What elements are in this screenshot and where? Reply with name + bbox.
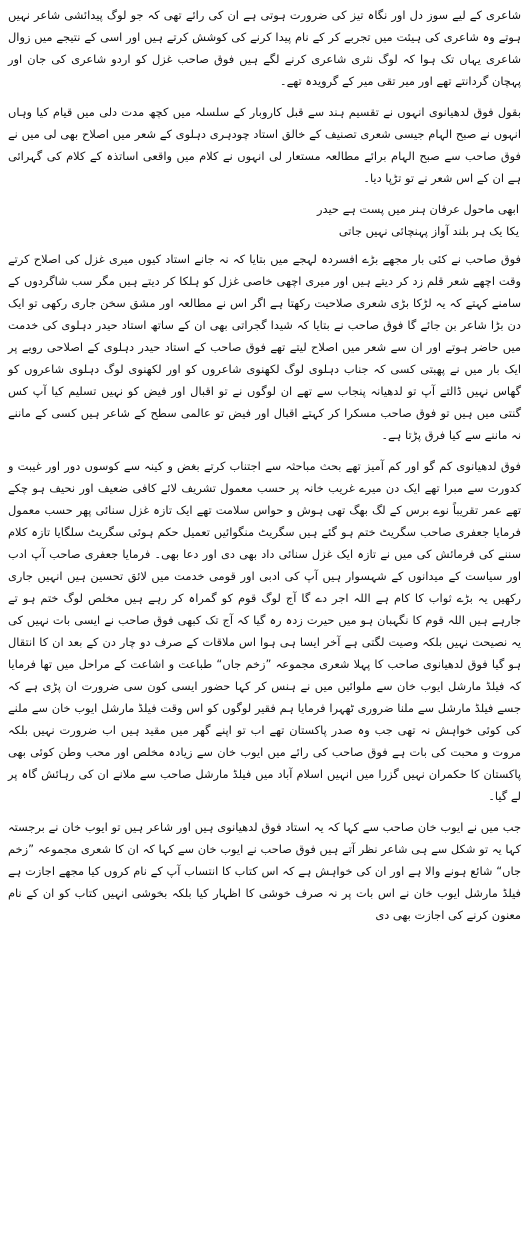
verse-line-2: یکا یک ہر بلند آواز پہنچائی نہیں جاتی: [338, 224, 519, 238]
paragraph-5: جب میں نے ایوب خان صاحب سے کہا کہ یہ استاد فوق لدھیانوی ہیں اور شاعر ہیں تو ایوب خان نے برجستہ کہا یہ تو شکل سے ہی شاعر نظر آتے ہیں فوق صاحب نے ایوب خان سے کہا کہ ان کا شعری مجموعہ ”زخم جاں“ شائع ہونے والا ہے اور ان کی خواہش ہے کہ اس کتاب کا انتساب آپ کے نام کروں کیا مجھے اجازت ہے فیلڈ مارشل ایوب خان نے اس بات پر نہ صرف خوشی کا اظہار کیا بلکہ بخوشی انہیں کتاب کو ان کے نام معنون کرنے کی اجازت بھی دی: [8, 820, 521, 922]
paragraph-1: شاعری کے لیے سوز دل اور نگاہ تیز کی ضرورت ہوتی ہے ان کی رائے تھی کہ جو لوگ پیدائشی شاعر نہیں ہوتے وہ شاعری کی ہیئت میں تجربے کر کے نام پیدا کرنے کی کوشش کرتے ہیں اور اسی کے نتیجے میں زوال شاعری یہاں تک ہوا کہ لوگ نثری شاعری کرنے لگے ہیں فوق صاحب غزل کو اردو شاعری کی جان اور پہچان گردانتے تھے اور میر تقی میر کے گرویدہ تھے۔: [8, 8, 521, 88]
verse-line-1: ابھی ماحول عرفان ہنر میں پست ہے حیدر: [317, 202, 519, 216]
paragraph-2: بقول فوق لدھیانوی انہوں نے تقسیم ہند سے قبل کاروبار کے سلسلہ میں کچھ مدت دلی میں قیام کیا وہاں انہوں نے صبح الہام جیسی شعری تصنیف کے خالق استاد چودہری دہلوی کے شعر میں اصلاح بھی لی میں نے فوق صاحب سے صبح الہام برائے مطالعہ مستعار لی انہوں نے کلام میں واقعی اساتذہ کے کلام کی گہرائی ہے ان کے اس شعر نے تو تڑپا دیا۔: [8, 105, 521, 185]
paragraph-4: فوق لدھیانوی کم گو اور کم آمیز تھے بحث مباحثہ سے اجتناب کرتے بغض و کینہ سے کوسوں دور اور غیبت و کدورت سے مبرا تھے ایک دن میرے غریب خانہ پر حسب معمول تشریف لائے کافی ضعیف اور نحیف ہو چکے تھے عمر تقریباً نوے برس کے لگ بھگ تھی ہوش و حواس سلامت تھے ایک تازہ غزل سنائی پھر حسب معمول فرمایا جعفری صاحب سگریٹ ختم ہو گئے ہیں سگریٹ منگوائیں تعمیل حکم ہوئی سگریٹ سلگایا تازہ کلام سننے کی فرمائش کی میں نے تازہ ایک غزل سنائی داد بھی دی اور دعا بھی۔ فرمایا جعفری صاحب آپ ادب اور سیاست کے میدانوں کے شہسوار ہیں آپ کی ادبی اور قومی خدمت میں لائق تحسین ہیں انہیں جاری رکھیں یہ بڑے ثواب کا کام ہے اللہ اجر دے گا آج لوگ قوم کو گمراہ کر رہے ہیں مخلص لوگ ختم ہو تے جارہے ہیں اللہ قوم کا نگہبان ہو میں حیرت زدہ رہ گیا کہ آج تک کبھی فوق صاحب نے ایسی بات نہیں کی یہ نصیحت نہیں بلکہ وصیت لگتی ہے آخر ایسا ہی ہوا اس ملاقات کے صرف دو چار دن کے بعد ان کا انتقال ہو گیا فوق لدھیانوی صاحب کا پہلا شعری مجموعہ ”زخم جاں“ طباعت و اشاعت کے مراحل میں تھا فرمایا کہ فیلڈ مارشل ایوب خان سے ملوائیں میں نے ہنس کر کہا حضور ایسی کون سی ضرورت ان پڑی ہے کہ جسے فیلڈ مارشل سے ملنا ضروری ٹھہرا فرمایا ہم فقیر لوگوں کو اس وقت فیلڈ مارشل ایوب خان سے ملنے کی کوئی خواہش نہ تھی جب وہ صدر پاکستان تھے اب تو اپنے گھر میں مقید ہیں اب ضرورت نہیں بلکہ مروت و محبت کی بات ہے فوق صاحب کی رائے میں ایوب خان سے زیادہ مخلص اور محب وطن کوئی بھی پاکستان کا حکمران نہیں گزرا میں انہیں اسلام آباد میں فیلڈ مارشل صاحب سے ملانے ان کی رہائش گاہ پر لے گیا۔: [8, 459, 521, 803]
paragraph-3: فوق صاحب نے کئی بار مجھے بڑے افسردہ لہجے میں بتایا کہ نہ جانے استاد کیوں میری غزل کی اصلاح کرتے وقت اچھے شعر قلم زد کر دیتے ہیں اور میری اچھی خاصی غزل کو ہلکا کر دیتے ہیں مگر سب شاگردوں کے سامنے کہتے کہ یہ لڑکا بڑی شعری صلاحیت رکھتا ہے اگر اس نے مطالعہ اور مشق سخن جاری رکھی تو ایک دن بڑا شاعر بن جائے گا فوق صاحب نے بتایا کہ شیدا گجراتی بھی ان کے ساتھ استاد حیدر دہلوی کی خدمت میں حاضر ہوتے اور ان سے شعر میں اصلاح لیتے تھے فوق صاحب کے استاد حیدر دہلوی کے اصلاحی رویے پر ایک بار میں نے پھبتی کسی کہ جناب دہلوی لوگ لکھنوی شاعروں کو اور لکھنوی لوگ دہلوی شاعروں کو گھاس نہیں ڈالتے آپ تو لدھیانہ پنجاب سے تھے ان لوگوں نے تو اقبال اور فیض کو نہیں تسلیم کیا آپ کس گنتی میں ہیں تو فوق صاحب مسکرا کر کہتے اقبال اور فیض تو عالمی سطح کے شاعر ہیں کسی کے ماننے نہ ماننے سے کیا فرق پڑتا ہے۔: [8, 252, 521, 442]
verse-couplet: [8, 198, 521, 242]
